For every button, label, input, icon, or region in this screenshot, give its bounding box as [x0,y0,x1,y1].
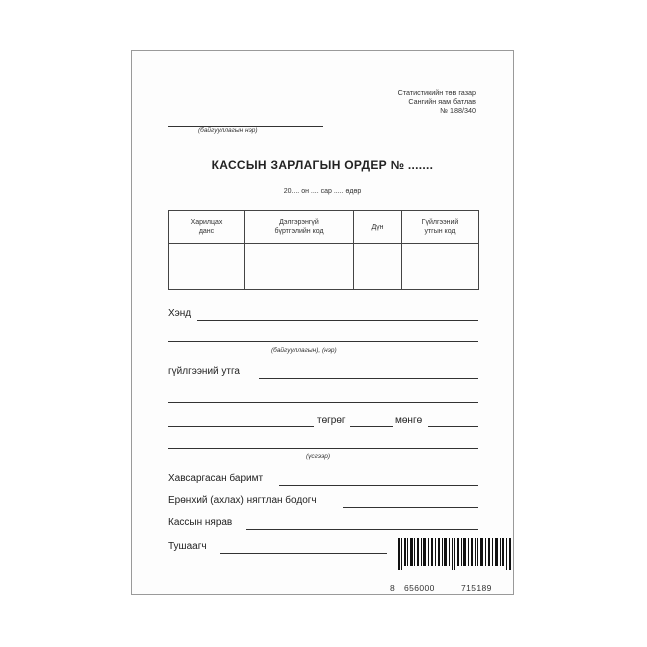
purpose-line-2[interactable] [168,402,478,403]
chief-accountant-line[interactable] [343,507,478,508]
header-detail-code-line2: бүртгэлийн код [274,228,324,235]
amount-words-line[interactable] [168,426,314,427]
cell-amount[interactable] [354,244,402,290]
purpose-line[interactable] [259,378,478,379]
header-detail-code [245,211,354,244]
receiver-label: Тушаагч [168,541,207,552]
recipient-line[interactable] [197,320,478,321]
header-account [169,211,245,244]
chief-accountant-label: Ерөнхий (ахлах) нягтлан бодогч [168,495,317,506]
cashier-label: Кассын нярав [168,517,233,528]
purpose-label: гүйлгээний утга [168,366,240,377]
mongo-amount-line[interactable] [428,426,478,427]
header-detail-code-line1: Дэлгэрэнгүй [279,219,319,226]
organization-name-caption: (байгууллагын нэр) [198,127,258,134]
mongo-label: мөнгө [395,415,423,426]
cash-expense-order-form [131,50,514,595]
attached-docs-label: Хавсаргасан баримт [168,473,264,484]
barcode-digits-group-1: 656000 [404,583,435,593]
account-table [168,210,479,290]
date-line: 20.... он .... сар ..... өдөр [283,188,362,195]
approval-stamp-text [398,88,476,116]
approval-line-2: Сангийн яам батлав [408,97,476,107]
header-transaction-code-line2: утгын код [424,228,456,235]
account-table-entry-row [169,244,479,290]
tugrug-label: төгрөг [317,415,346,426]
receiver-line[interactable] [220,553,387,554]
form-title: КАССЫН ЗАРЛАГЫН ОРДЕР № ....... [211,158,434,172]
header-account-line1: Харилцах [190,219,223,226]
cell-detail-code[interactable] [245,244,354,290]
attached-docs-line[interactable] [279,485,478,486]
header-transaction-code [402,211,479,244]
account-table-header-row [169,211,479,244]
approval-line-1: Статистикийн төв газар [397,88,476,97]
cashier-line[interactable] [246,529,478,530]
header-amount [354,211,402,244]
approval-line-3: № 188/340 [440,106,476,116]
barcode-digits-group-2: 715189 [461,583,492,593]
barcode-graphic [398,538,511,570]
cell-transaction-code[interactable] [402,244,479,290]
recipient-label: Хэнд [168,308,192,319]
barcode-digit-first: 8 [390,583,396,593]
words-caption: (үсгээр) [306,453,331,460]
tugrug-amount-line[interactable] [350,426,393,427]
header-account-line2: данс [198,228,215,235]
header-amount-line1: Дүн [371,223,384,231]
recipient-line-2[interactable] [168,341,478,342]
recipient-caption: (байгууллагын), (нэр) [271,347,337,354]
amount-words-line-2[interactable] [168,448,478,449]
cell-account[interactable] [169,244,245,290]
header-transaction-code-line1: Гүйлгээний [421,219,459,226]
